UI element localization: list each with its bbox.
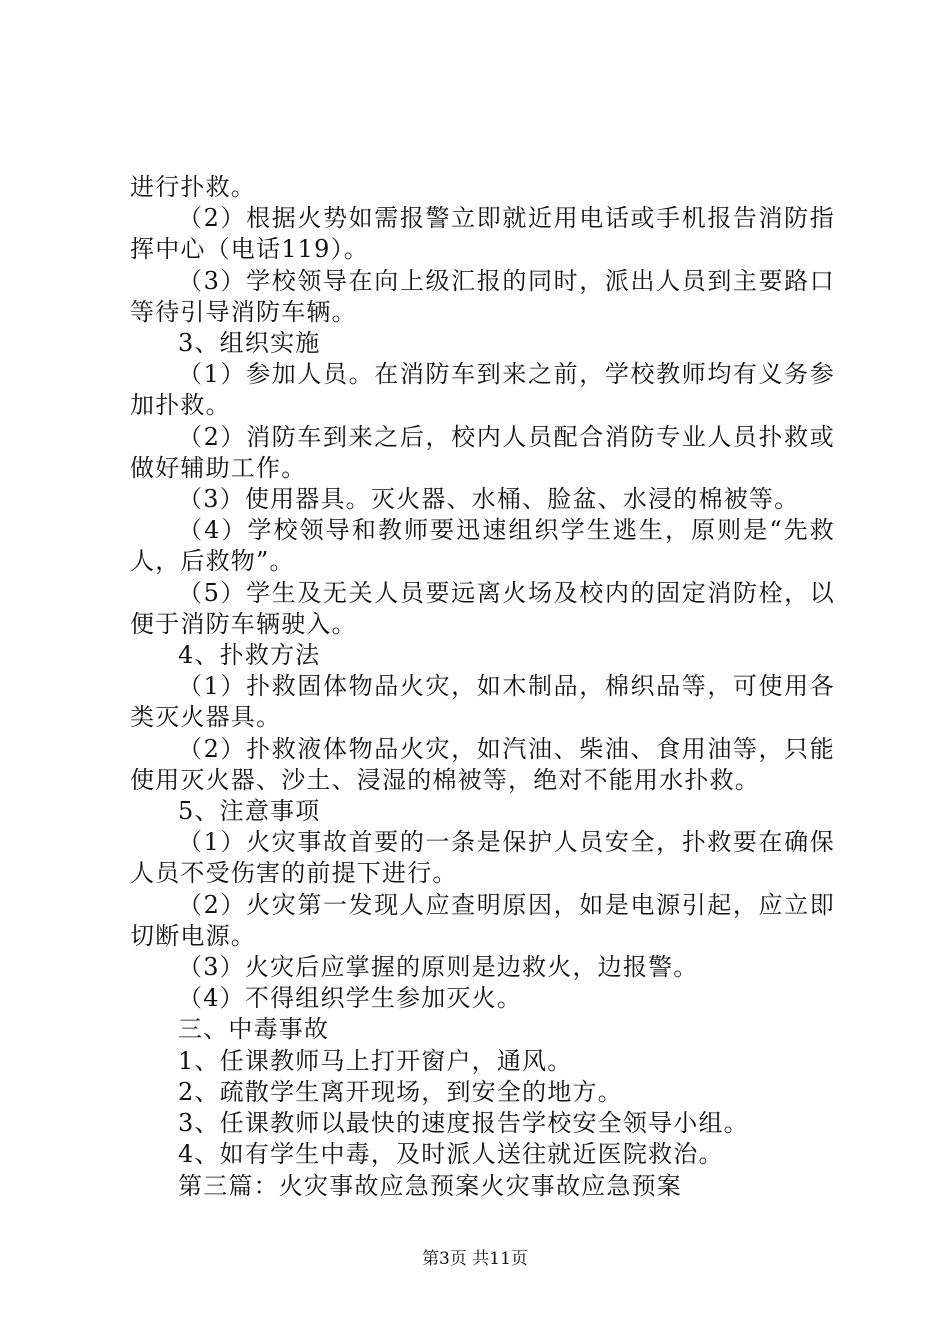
- paragraph: 2、疏散学生离开现场，到安全的地方。: [178, 1077, 623, 1106]
- paragraph: （4）不得组织学生参加灭火。: [178, 984, 523, 1013]
- paragraph: 3、任课教师以最快的速度报告学校安全领导小组。: [178, 1109, 749, 1138]
- paragraph: 1、任课教师马上打开窗户，通风。: [178, 1046, 573, 1075]
- paragraph: （3）火灾后应掌握的原则是边救火，边报警。: [178, 953, 699, 982]
- paragraph: （1）火灾事故首要的一条是保护人员安全，扑救要在确保人员不受伤害的前提下进行。: [130, 828, 835, 888]
- paragraph: （4）学校领导和教师要迅速组织学生逃生，原则是“先救人，后救物”。: [130, 516, 835, 576]
- paragraph: 4、扑救方法: [178, 641, 321, 670]
- paragraph: （3）学校领导在向上级汇报的同时，派出人员到主要路口等待引导消防车辆。: [130, 266, 835, 326]
- paragraph: （2）火灾第一发现人应查明原因，如是电源引起，应立即切断电源。: [130, 890, 835, 950]
- paragraph: 3、组织实施: [178, 329, 321, 358]
- paragraph: 第三篇：火灾事故应急预案火灾事故应急预案: [178, 1171, 682, 1200]
- paragraph: （2）消防车到来之后，校内人员配合消防专业人员扑救或做好辅助工作。: [130, 422, 835, 482]
- paragraph: （3）使用器具。灭火器、水桶、脸盆、水浸的棉被等。: [178, 485, 800, 514]
- paragraph: 进行扑救。: [130, 173, 256, 201]
- paragraph: （2）扑救液体物品火灾，如汽油、柴油、食用油等，只能使用灭火器、沙土、浸湿的棉被等，绝对不能用水扑救。: [130, 734, 835, 794]
- paragraph: （1）扑救固体物品火灾，如木制品，棉织品等，可使用各类灭火器具。: [130, 672, 835, 732]
- paragraph: 三、中毒事故: [178, 1015, 330, 1044]
- paragraph: 5、注意事项: [178, 797, 321, 826]
- paragraph: （5）学生及无关人员要远离火场及校内的固定消防栓，以便于消防车辆驶入。: [130, 578, 835, 638]
- paragraph: 4、如有学生中毒，及时派人送往就近医院救治。: [178, 1140, 724, 1169]
- document-body: [130, 172, 835, 1202]
- page-footer: 第3页 共11页: [422, 1249, 528, 1269]
- paragraph: （1）参加人员。在消防车到来之前，学校教师均有义务参加扑救。: [130, 360, 835, 420]
- paragraph: （2）根据火势如需报警立即就近用电话或手机报告消防指挥中心（电话119）。: [130, 204, 835, 264]
